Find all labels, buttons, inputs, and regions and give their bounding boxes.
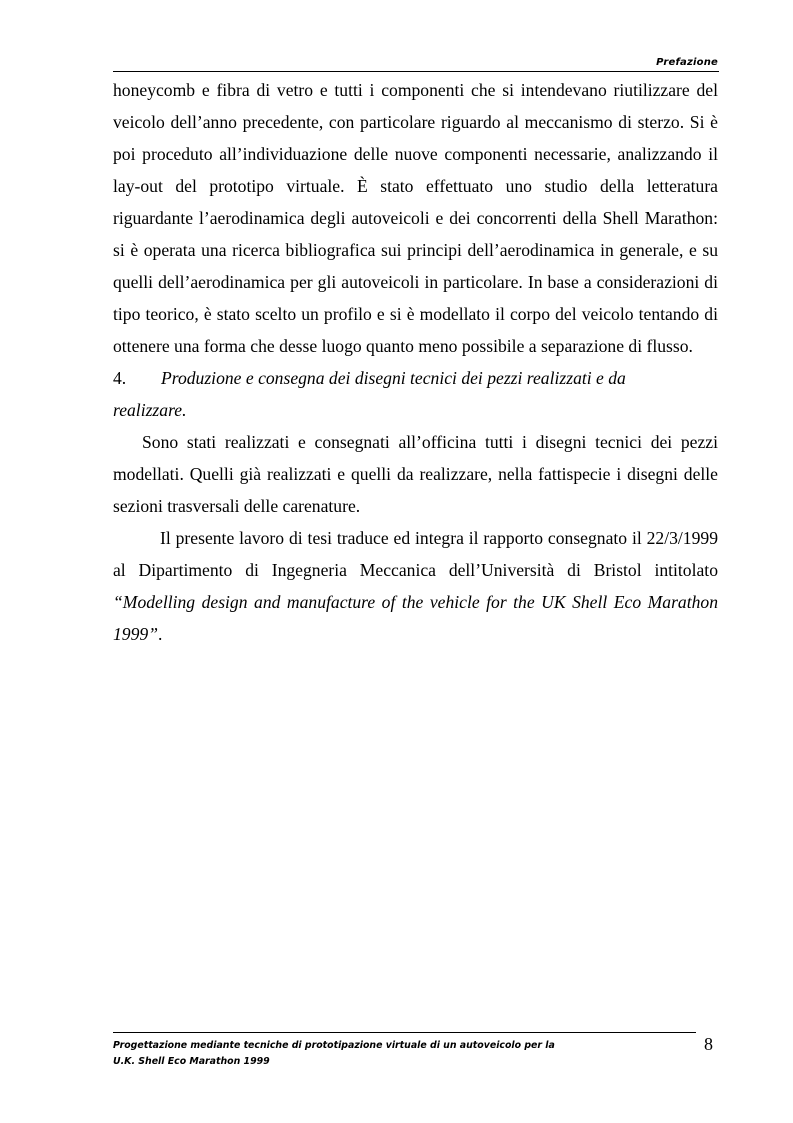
footer-line-1: Progettazione mediante tecniche di prototipazione virtuale di un autoveicolo per la bbox=[113, 1040, 555, 1051]
report-title: “Modelling design and manufacture of the vehicle for the UK Shell Eco Marathon 1999” bbox=[113, 592, 718, 644]
paragraph-drawings: Sono stati realizzati e consegnati all’officina tutti i disegni tecnici dei pezzi modellati. Quelli già realizzati e quelli da realizzare, nella fattispecie i disegni delle sezioni trasversali delle carenature. bbox=[113, 432, 718, 516]
footer-divider bbox=[113, 1032, 696, 1033]
running-footer bbox=[113, 1038, 673, 1070]
paragraph-thesis-report bbox=[113, 522, 718, 650]
paragraph-thesis-intro: Il presente lavoro di tesi traduce ed integra il rapporto consegnato il 22/3/1999 al Dipartimento di Ingegneria Meccanica dell’Università di Bristol intitolato bbox=[113, 528, 718, 580]
list-item-number: 4. bbox=[113, 368, 127, 388]
page-body bbox=[113, 74, 718, 650]
header-divider bbox=[113, 71, 719, 72]
paragraph-continuation: honeycomb e fibra di vetro e tutti i componenti che si intendevano riutilizzare del veicolo dell’anno precedente, con particolare riguardo al meccanismo di sterzo. Si è poi proceduto all’individuazione delle nuove componenti necessarie, analizzando il lay-out del prototipo virtuale. È stato effettuato uno studio della letteratura riguardante l’aerodinamica degli autoveicoli e dei concorrenti della Shell Marathon: si è operata una ricerca bibliografica sui principi dell’aerodinamica in generale, e su quelli dell’aerodinamica per gli autoveicoli in particolare. In base a considerazioni di tipo teorico, è stato scelto un profilo e si è modellato il corpo del veicolo tentando di ottenere una forma che desse luogo quanto meno possibile a separazione di flusso. bbox=[113, 80, 718, 356]
running-header-title: Prefazione bbox=[656, 57, 718, 68]
page-number: 8 bbox=[704, 1034, 713, 1054]
paragraph-thesis-end: . bbox=[157, 624, 163, 644]
list-item-heading: Produzione e consegna dei disegni tecnici dei pezzi realizzati e da bbox=[161, 368, 626, 388]
footer-line-2: U.K. Shell Eco Marathon 1999 bbox=[113, 1056, 270, 1067]
list-item-4 bbox=[113, 362, 718, 394]
list-item-heading-continuation: realizzare. bbox=[113, 400, 187, 420]
